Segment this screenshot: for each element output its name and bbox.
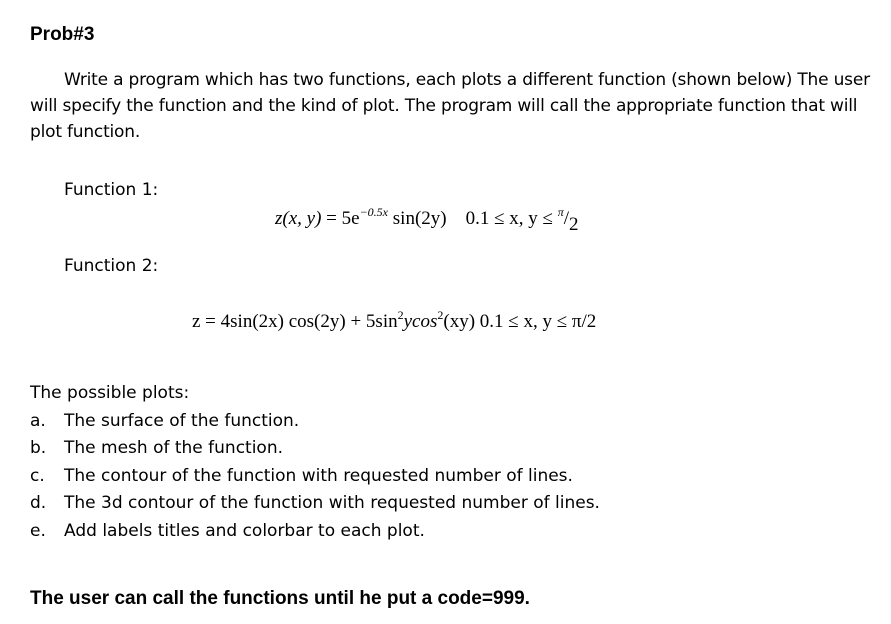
function-1-exponent: −0.5x <box>359 205 389 219</box>
function-1-lhs: z(x, y) <box>275 208 322 229</box>
function-1-label: Function 1: <box>64 180 159 200</box>
problem-title: Prob#3 <box>30 24 95 45</box>
plot-item: e. Add labels titles and colorbar to each plot. <box>30 520 425 541</box>
function-2-label: Function 2: <box>64 256 159 276</box>
function-1-coef: = 5e <box>326 208 360 229</box>
plot-item: c. The contour of the function with requested number of lines. <box>30 465 573 486</box>
plot-item: a. The surface of the function. <box>30 410 300 431</box>
function-2-expr-part2: ycos <box>403 311 438 332</box>
function-2-equation <box>192 308 597 333</box>
function-1-domain-denominator: 2 <box>569 214 579 235</box>
closing-statement: The user can call the functions until he put a code=999. <box>30 588 530 609</box>
plots-heading: The possible plots: <box>30 383 190 403</box>
function-1-equation: z(x, $y) = 5e^{-0.5x}$ sin(2y) 0.1 ≤ x, y ≤ $^\pi$/2 <box>275 205 579 235</box>
function-1-trig: sin(2y) <box>392 208 447 229</box>
function-2-domain: 0.1 ≤ x, y ≤ π/2 <box>479 311 597 332</box>
plots-section <box>30 380 600 545</box>
plot-item: b. The mesh of the function. <box>30 438 284 458</box>
plot-item: d. The 3d contour of the function with requested number of lines. <box>30 493 600 513</box>
intro-paragraph <box>30 67 870 145</box>
function-2-expr-part1: z = 4sin(2x) cos(2y) + 5sin <box>192 311 398 332</box>
function-1-domain-numerator: π <box>557 205 564 219</box>
function-2-sup1: 2 <box>397 308 404 322</box>
function-2-expr-part3: (xy) <box>443 311 476 332</box>
intro-text: Write a program which has two functions, each plots a different function (shown below) The user will specify the function and the kind of plot. The program will call the appropriate function that will plot function. <box>30 70 870 142</box>
function-1-domain: 0.1 ≤ x, y ≤ <box>465 208 553 229</box>
function-2-sup2: 2 <box>437 308 444 322</box>
